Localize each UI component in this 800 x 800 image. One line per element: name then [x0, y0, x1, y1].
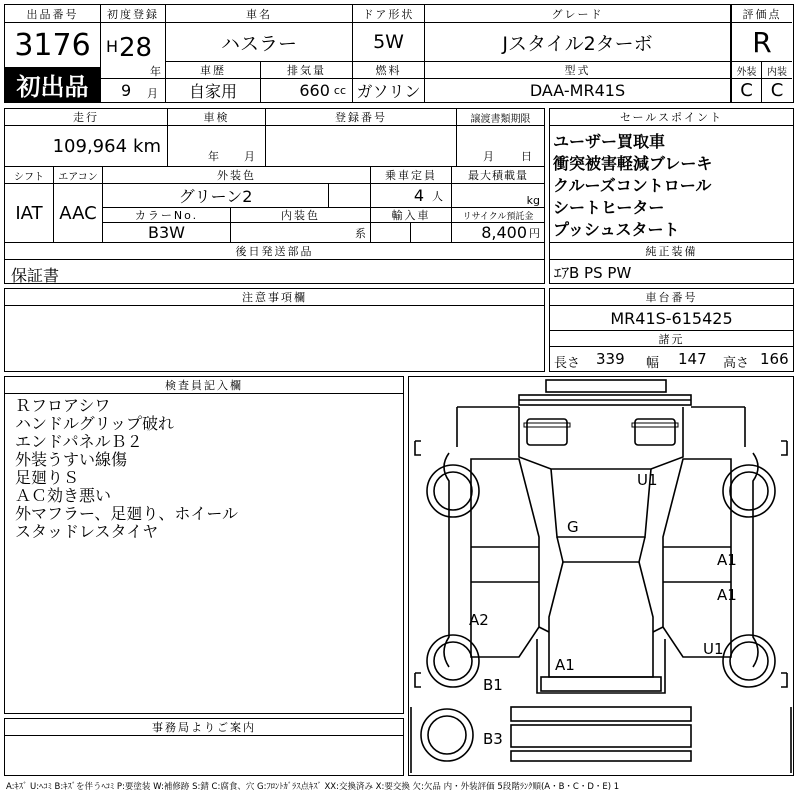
vehicle-detail-table: [4, 108, 545, 284]
color-extra-cell: [329, 184, 371, 208]
history-value: 自家用: [166, 79, 261, 102]
chassis-number: MR41S-615425: [550, 306, 793, 331]
inspector-line: ハンドルグリップ破れ: [15, 414, 175, 433]
regno-label: 登録番号: [266, 109, 457, 126]
inspector-line: ＡＣ効き悪い: [15, 486, 112, 505]
reg-year-unit: 年: [150, 65, 161, 78]
inspector-line: スタッドレスタイヤ: [15, 522, 159, 541]
mileage-label: 走行: [5, 109, 168, 126]
capacity-label: 乗車定員: [371, 167, 452, 184]
lot-label: 出品番号: [5, 5, 101, 23]
mileage-unit: km: [133, 135, 161, 157]
load-cell: [452, 184, 544, 208]
color-label: 外装色: [103, 167, 371, 184]
office-title: 事務局よりご案内: [5, 719, 403, 736]
displacement-value: 660: [299, 81, 330, 100]
door-label: ドア形状: [353, 5, 425, 23]
parts-label: 後日発送部品: [5, 243, 544, 260]
mileage-cell: [5, 126, 168, 167]
colorno-value: B3W: [103, 223, 231, 243]
load-label: 最大積載量: [452, 167, 544, 184]
damage-mark-rear-center: A1: [555, 656, 575, 674]
displacement-cell: [261, 79, 353, 102]
car-diagram: [409, 377, 793, 775]
sales-point-item: ユーザー買取車: [553, 132, 666, 151]
sales-point-item: シートヒーター: [553, 198, 665, 217]
fuel-value: ガソリン: [353, 79, 425, 102]
damage-mark-rear-bumper: B3: [483, 730, 503, 748]
car-name: ハスラー: [166, 23, 353, 62]
import-cell: [371, 223, 411, 243]
inspector-line: 足廻りＳ: [15, 468, 80, 487]
int-label: 内装: [762, 62, 792, 79]
inspector-line: 外装うすい線傷: [15, 450, 128, 469]
spec-title: 諸元: [550, 331, 793, 347]
load-unit: kg: [526, 194, 540, 207]
recycle-cell: [452, 223, 544, 243]
sales-points-title: セールスポイント: [550, 109, 793, 126]
mileage-value: 109,964: [52, 135, 128, 157]
office-box: [4, 718, 404, 776]
car-diagram-box: [408, 376, 794, 776]
intcolor-cell: [231, 223, 371, 243]
ext-grade: C: [731, 79, 762, 102]
chassis-title: 車台番号: [550, 289, 793, 306]
inspection-month-unit: 月: [244, 150, 255, 163]
transfer-cell: [457, 126, 544, 167]
reg-month-cell: [101, 79, 166, 102]
sales-points-box: [549, 108, 794, 243]
chassis-box: [549, 288, 794, 372]
lot-number: 3176: [5, 23, 101, 67]
damage-mark-roof: U1: [637, 471, 658, 489]
inspection-year-unit: 年: [208, 150, 219, 163]
sales-point-item: クルーズコントロール: [553, 176, 712, 195]
sales-point-item: 衝突被害軽減ブレーキ: [553, 154, 713, 173]
int-grade: C: [770, 80, 784, 101]
reg-month-unit: 月: [147, 87, 158, 100]
height-label: 高さ: [723, 356, 750, 371]
inspector-title: 検査員記入欄: [5, 377, 403, 394]
damage-mark-left-rear: B1: [483, 676, 503, 694]
shift-value: IAT: [5, 184, 54, 243]
shift-label: シフト: [5, 167, 54, 184]
fuel-label: 燃料: [353, 62, 425, 79]
capacity-value: 4: [413, 186, 424, 205]
damage-mark-right-front: A1: [717, 551, 737, 569]
notes-box: [4, 288, 545, 372]
reg-year: 28: [119, 33, 153, 63]
header-table: [4, 4, 794, 103]
equipment-title: 純正装備: [550, 243, 793, 260]
displacement-label: 排気量: [261, 62, 353, 79]
capacity-unit: 人: [432, 189, 443, 203]
first-listing-text: 初出品: [16, 73, 89, 101]
transfer-month-unit: 月: [483, 150, 494, 163]
model-value: DAA-MR41S: [425, 79, 731, 102]
color-value: グリーン2: [103, 184, 329, 208]
history-label: 車歴: [166, 62, 261, 79]
length-value: 339: [596, 350, 625, 368]
import-label: 輸入車: [371, 208, 452, 223]
ac-label: エアコン: [54, 167, 103, 184]
legend-text: A:ｷｽﾞ U:ﾍｺﾐ B:ｷｽﾞを伴うﾍｺﾐ P:要塗装 W:補修跡 S:錆 C:腐食、穴 G:ﾌﾛﾝﾄｶﾞﾗｽ点ｷｽﾞ XX:交換済み X:要交換 欠:欠品 内・外装評価 5段階ﾗﾝｸ順(A・B・C・D・E) 1: [6, 782, 620, 792]
colorno-label: カラーNo.: [103, 208, 231, 223]
ac-value: AAC: [54, 184, 103, 243]
displacement-unit: cc: [333, 84, 346, 97]
equipment-box: [549, 242, 794, 284]
door-type: 5W: [353, 23, 425, 62]
intcolor-label: 内装色: [231, 208, 371, 223]
height-value: 166: [760, 350, 789, 368]
width-value: 147: [678, 350, 707, 368]
intcolor-unit: 系: [355, 226, 366, 240]
reg-year-cell: [101, 23, 166, 79]
length-label: 長さ: [554, 356, 581, 371]
transfer-label: 譲渡書類期限: [457, 109, 544, 126]
grade-value: Jスタイル2ターボ: [425, 23, 731, 62]
score-label: 評価点: [731, 5, 792, 23]
damage-mark-right-mid: A1: [717, 586, 737, 604]
damage-mark-left-mid: A2: [469, 611, 489, 629]
notes-title: 注意事項欄: [5, 289, 544, 306]
regno-cell: [266, 126, 457, 167]
inspector-line: 外マフラー、足廻り、ホイール: [15, 504, 239, 523]
inspection-label: 車検: [168, 109, 266, 126]
model-label: 型式: [425, 62, 731, 79]
transfer-day-unit: 日: [521, 150, 532, 163]
name-label: 車名: [166, 5, 353, 23]
inspector-line: エンドパネルＢ２: [15, 432, 143, 451]
damage-mark-right-rear: U1: [703, 640, 724, 658]
reg-month: 9: [121, 81, 132, 100]
equipment-value: ｴｱB PS PW: [554, 264, 632, 282]
inspector-line: Ｒフロアシワ: [15, 396, 111, 415]
inspection-cell: [168, 126, 266, 167]
recycle-label: リサイクル預託金: [452, 208, 544, 223]
ext-label: 外装: [731, 62, 762, 79]
import-cell-2: [411, 223, 452, 243]
reg-label: 初度登録: [101, 5, 166, 23]
parts-value: 保証書: [11, 266, 60, 285]
score-value: R: [731, 23, 792, 62]
damage-mark-glass: G: [567, 518, 579, 536]
sales-point-item: プッシュスタート: [553, 220, 680, 239]
reg-era: H: [106, 37, 119, 56]
grade-label: グレード: [425, 5, 731, 23]
first-listing-badge: [5, 67, 100, 102]
recycle-unit: 円: [529, 226, 540, 240]
width-label: 幅: [646, 356, 660, 371]
recycle-value: 8,400: [481, 223, 527, 242]
capacity-cell: [371, 184, 452, 208]
inspector-box: [4, 376, 404, 714]
